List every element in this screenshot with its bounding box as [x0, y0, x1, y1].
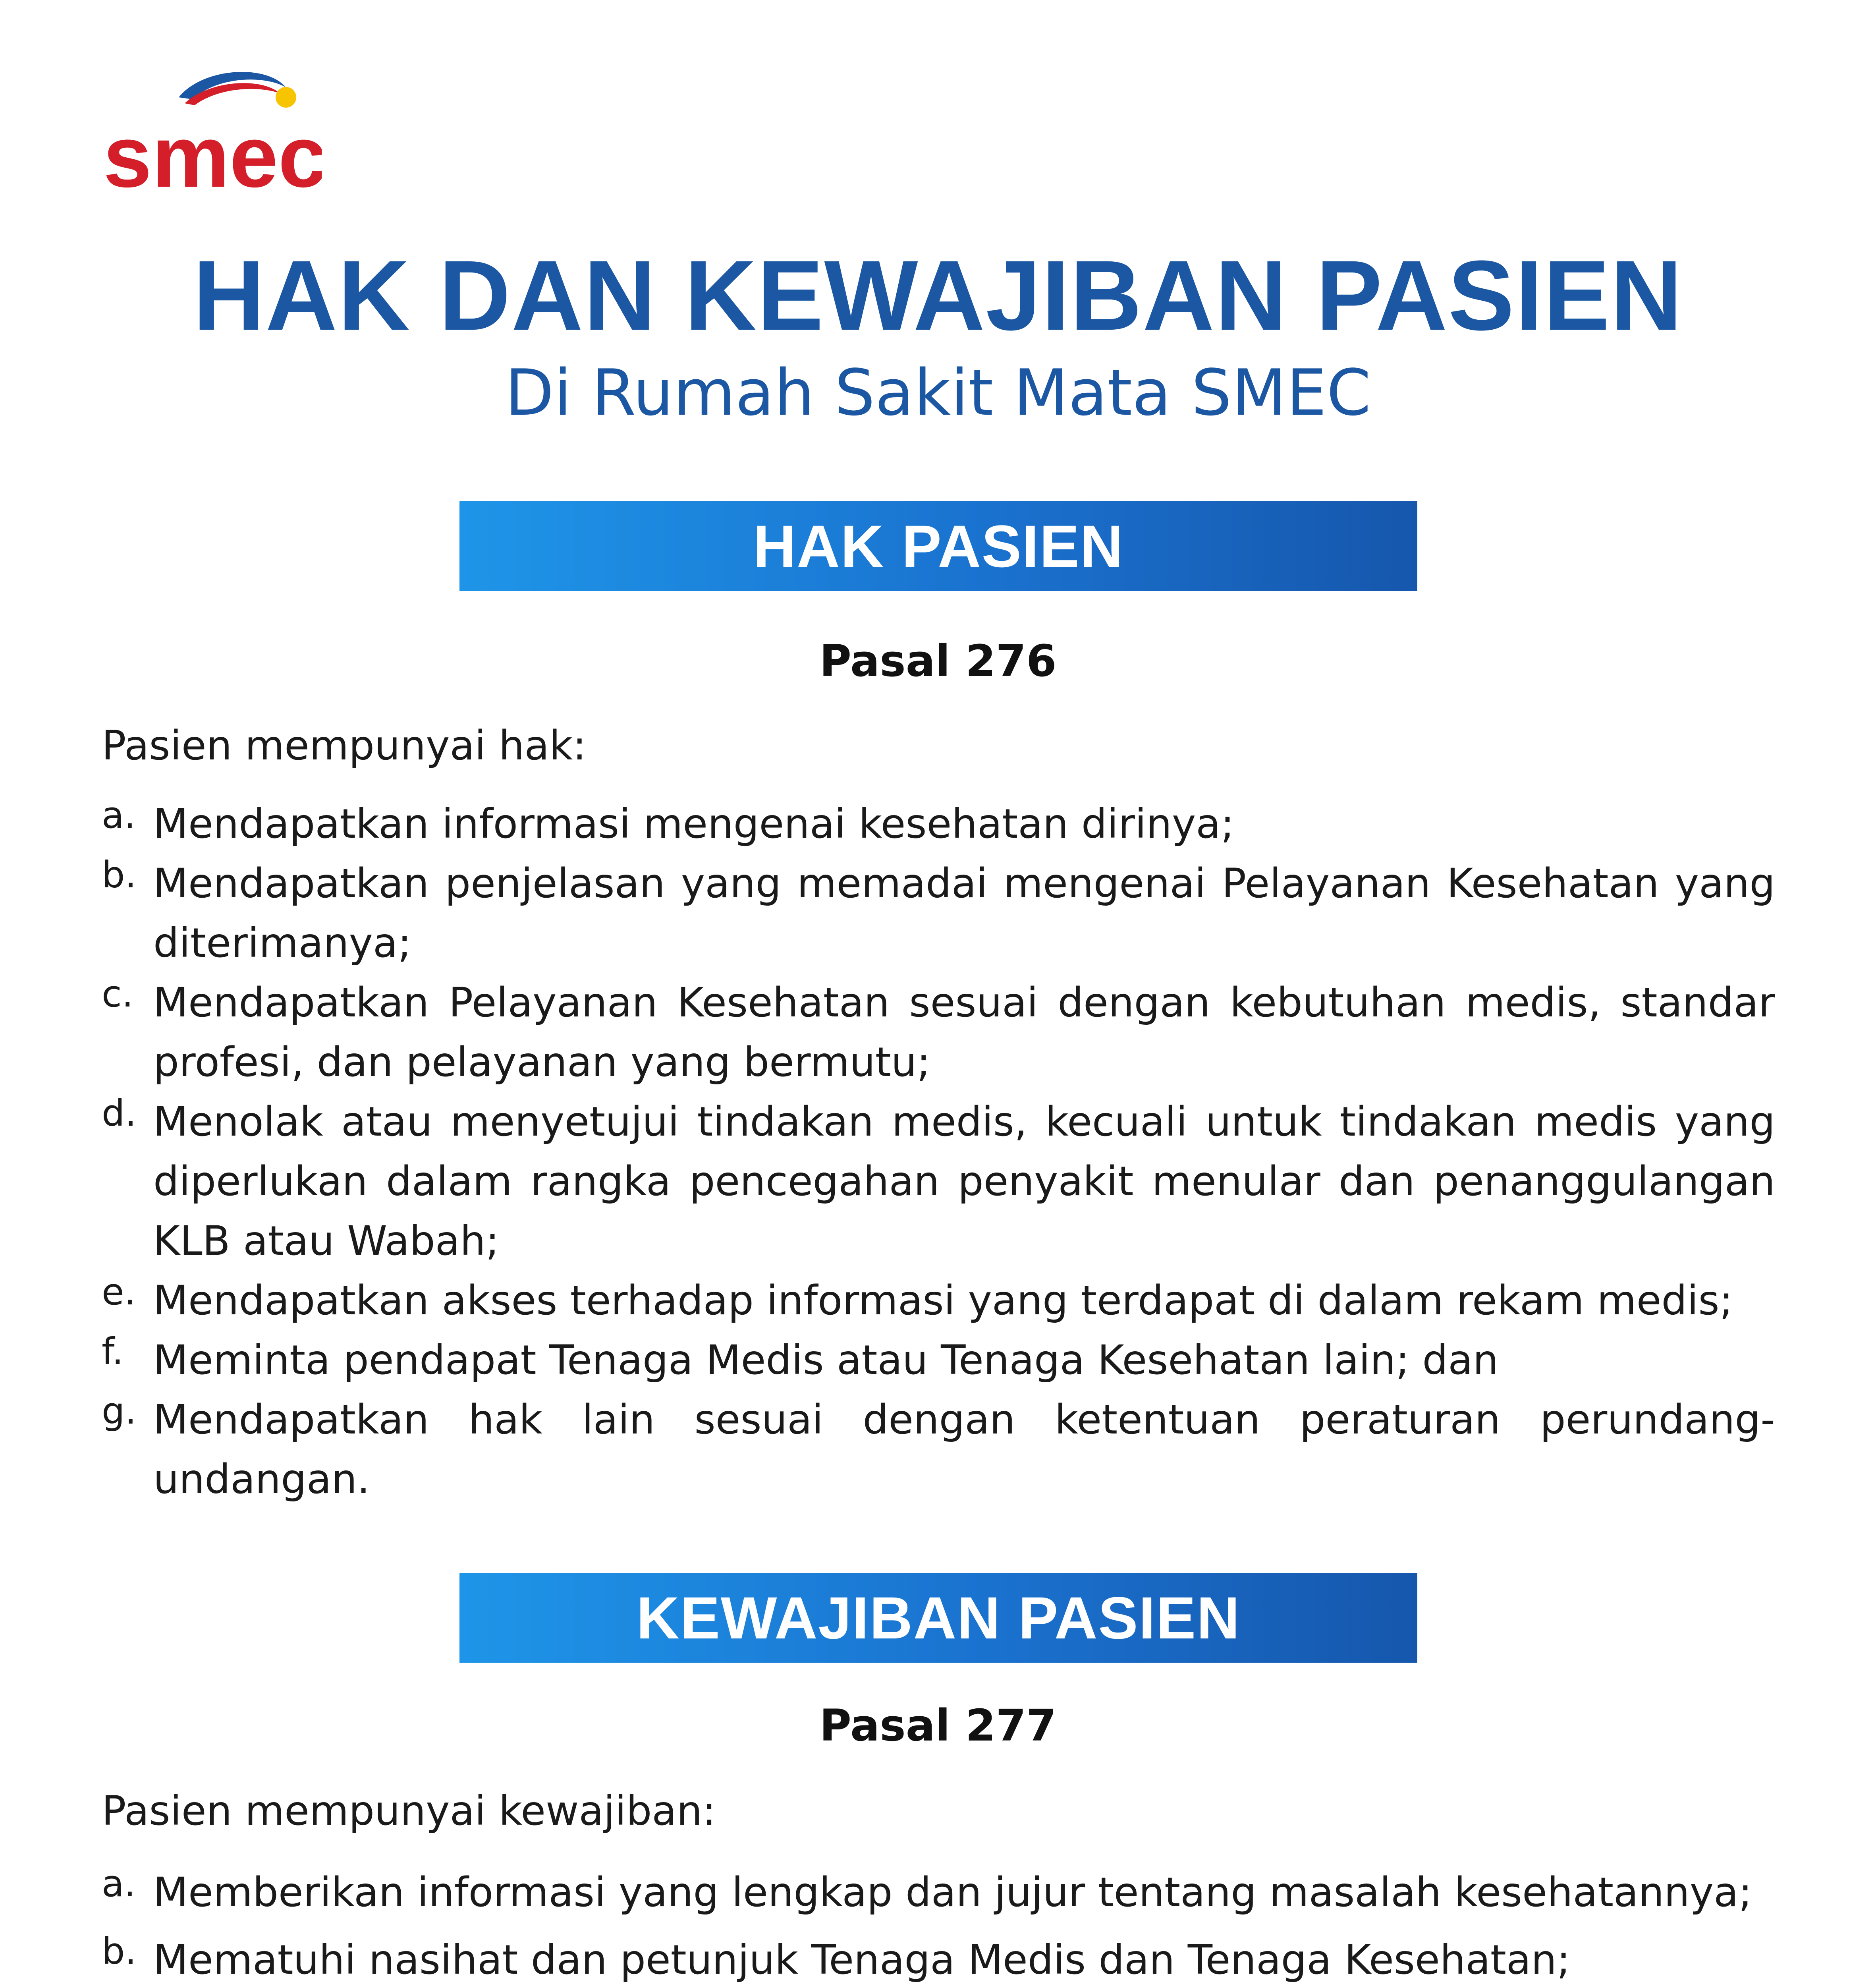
list-letter: d. [102, 1092, 137, 1134]
list-text: Mendapatkan hak lain sesuai dengan ketentuan peraturan perundang-undangan. [153, 1396, 1775, 1503]
list-item [102, 854, 1775, 973]
kewajiban-intro: Pasien mempunyai kewajiban: [102, 1787, 716, 1835]
list-item [102, 1271, 1775, 1331]
list-text: Meminta pendapat Tenaga Medis atau Tenaga Kesehatan lain; dan [153, 1337, 1499, 1384]
list-letter: a. [102, 1862, 136, 1905]
kewajiban-list [102, 1859, 1775, 1986]
list-text: Mendapatkan penjelasan yang memadai mengenai Pelayanan Kesehatan yang diterimanya; [153, 860, 1775, 967]
list-letter: b. [102, 854, 137, 896]
list-item [102, 794, 1775, 854]
smec-logo-mark [99, 60, 322, 195]
list-letter: a. [102, 794, 136, 837]
list-letter: e. [102, 1271, 136, 1313]
list-text: Mematuhi nasihat dan petunjuk Tenaga Medis dan Tenaga Kesehatan; [153, 1936, 1571, 1984]
list-text: Mendapatkan informasi mengenai kesehatan dirinya; [153, 800, 1235, 848]
list-item [102, 1926, 1775, 1986]
list-text: Mendapatkan Pelayanan Kesehatan sesuai dengan kebutuhan medis, standar profesi, dan pelayanan yang bermutu; [153, 979, 1775, 1086]
list-text: Mendapatkan akses terhadap informasi yang terdapat di dalam rekam medis; [153, 1277, 1733, 1324]
list-item [102, 1859, 1775, 1926]
list-item [102, 1390, 1775, 1509]
list-letter: f. [102, 1330, 124, 1373]
list-text: Menolak atau menyetujui tindakan medis, kecuali untuk tindakan medis yang diperlukan dalam rangka pencegahan penyakit menular dan penanggulangan KLB atau Wabah; [153, 1098, 1775, 1265]
list-letter: g. [102, 1390, 137, 1432]
list-item [102, 1331, 1775, 1390]
hak-intro: Pasien mempunyai hak: [102, 722, 587, 769]
page-subtitle: Di Rumah Sakit Mata SMEC [505, 355, 1371, 430]
pasal-276-heading: Pasal 276 [819, 636, 1057, 686]
list-letter: c. [102, 973, 133, 1015]
list-text: Memberikan informasi yang lengkap dan jujur tentang masalah kesehatannya; [153, 1869, 1752, 1916]
kewajiban-pasien-banner: KEWAJIBAN PASIEN [459, 1573, 1417, 1663]
smec-logo [99, 60, 322, 195]
pasal-277-heading: Pasal 277 [819, 1700, 1057, 1751]
list-item [102, 973, 1775, 1092]
hak-list [102, 794, 1775, 1509]
logo-text: smec [103, 108, 322, 195]
list-item [102, 1092, 1775, 1271]
hak-pasien-banner: HAK PASIEN [459, 501, 1417, 591]
list-letter: b. [102, 1930, 137, 1972]
page-title: HAK DAN KEWAJIBAN PASIEN [193, 240, 1683, 351]
